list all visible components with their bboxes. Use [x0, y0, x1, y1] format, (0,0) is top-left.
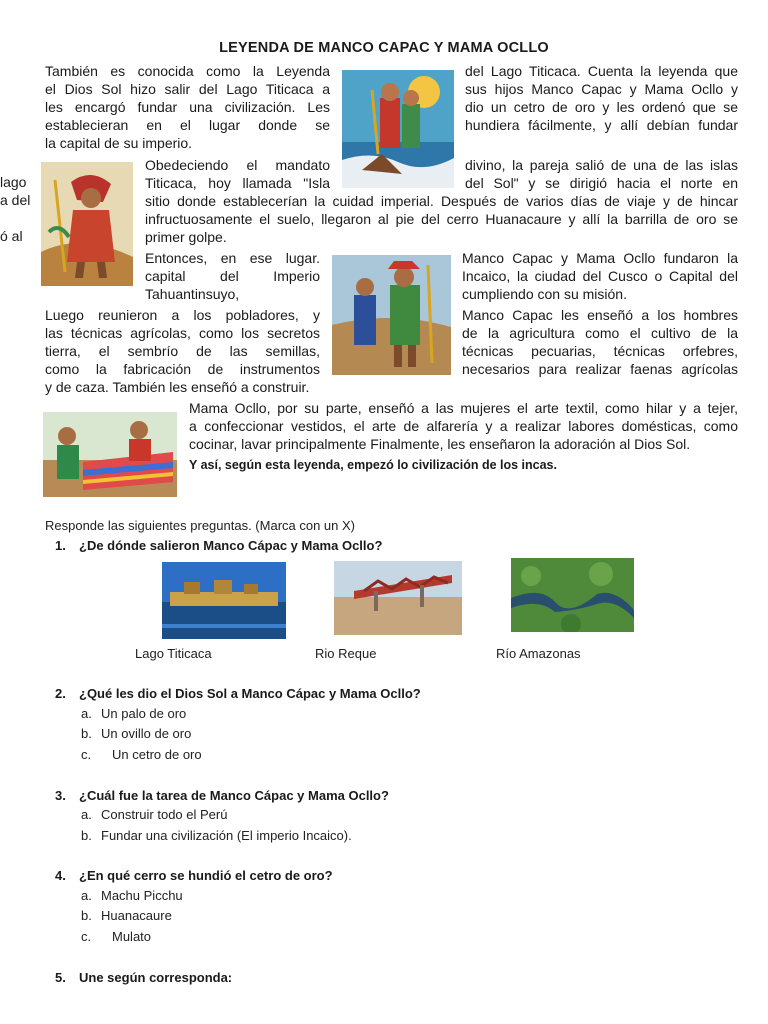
text-line: Manco Capac les enseñó a los hombres [462, 307, 738, 323]
question-number: 3. [55, 788, 66, 803]
text-line: Entonces, en ese lugar. [145, 250, 320, 266]
text-line: y de caza. También les enseñó a construir. [45, 379, 310, 395]
text-line: infructuosamente el suelo, llegaron al pie del cerro Huanacaure y allí la barrilla de oro se [145, 211, 738, 227]
text-line: les encargó fundar una civilización. Les [45, 99, 330, 115]
text-line: hundiera fácilmente, y allí debían fundar [465, 117, 738, 133]
photo-rio-amazonas[interactable] [511, 558, 634, 632]
text-line: establecieran en el lugar donde se [45, 117, 330, 133]
question-number: 1. [55, 538, 66, 553]
question-4 [55, 868, 333, 883]
text-line: primer golpe. [145, 229, 227, 245]
option-text: Machu Picchu [101, 888, 183, 903]
illustration-weaving-women [43, 412, 177, 497]
text-line: las técnicas agrícolas, como los secretos [45, 325, 320, 341]
closing-statement: Y así, según esta leyenda, empezó lo civilización de los incas. [189, 458, 557, 472]
option-text: Un ovillo de oro [101, 726, 192, 741]
question-text: Une según corresponda: [79, 970, 233, 985]
caption-lago-titicaca: Lago Titicaca [135, 646, 212, 661]
question-5 [55, 970, 232, 985]
question-text: ¿Qué les dio el Dios Sol a Manco Cápac y Mama Ocllo? [79, 686, 421, 701]
caption-rio-amazonas: Río Amazonas [496, 646, 581, 661]
option-3a[interactable] [81, 807, 227, 822]
illustration-sun-god [342, 70, 454, 188]
option-text: Un palo de oro [101, 706, 187, 721]
text-line: Obedeciendo el mandato [145, 157, 330, 173]
document-title: LEYENDA DE MANCO CAPAC Y MAMA OCLLO [219, 40, 549, 56]
option-letter: b. [81, 908, 92, 923]
text-line: tierra, el sembrío de las semillas, [45, 343, 320, 359]
photo-rio-reque[interactable] [334, 561, 462, 635]
caption-rio-reque: Rio Reque [315, 646, 377, 661]
text-line: como la fabricación de instrumentos [45, 361, 320, 377]
question-number: 5. [55, 970, 66, 985]
option-text: Fundar una civilización (El imperio Incaico). [101, 828, 352, 843]
text-line: a confeccionar vestidos, el arte de alfarería y a realizar labores domésticas, como [189, 418, 738, 434]
illustration-manco-capac-mama-ocllo [332, 255, 451, 375]
text-line: técnicas pecuarias, técnicas orfebres, [462, 343, 738, 359]
text-line: divino, la pareja salió de una de las islas [465, 157, 738, 173]
paragraph-mandate-mid [145, 156, 330, 192]
edge-fragment: ó al [0, 228, 23, 244]
text-line: Manco Capac y Mama Ocllo fundaron la [462, 250, 738, 266]
question-1 [55, 538, 382, 553]
paragraph-teachings-right [462, 306, 738, 378]
text-line: dio un cetro de oro y les ordenó que se [465, 99, 738, 115]
instructions: Responde las siguientes preguntas. (Marca con un X) [45, 518, 356, 533]
text-line: También es conocida como la Leyenda [45, 63, 330, 79]
option-text: Mulato [112, 929, 152, 944]
text-line: necesarios para realizar faenas agrícolas [462, 361, 738, 377]
option-4b[interactable] [81, 908, 172, 923]
text-line: cocinar, lavar principalmente Finalmente, les enseñaron la adoración al Dios Sol. [189, 436, 691, 452]
text-line: capital del Imperio [145, 268, 320, 284]
question-text: ¿En qué cerro se hundió el cetro de oro? [79, 868, 333, 883]
option-letter: a. [81, 706, 92, 721]
text-line: el Dios Sol hizo salir del Lago Titicaca a [45, 81, 330, 97]
option-letter: c. [81, 747, 92, 762]
text-line: del Lago Titicaca. Cuenta la leyenda que [465, 63, 738, 79]
photo-lago-titicaca[interactable] [162, 562, 286, 639]
text-line: Tahuantinsuyo, [145, 286, 240, 302]
option-letter: a. [81, 888, 92, 903]
paragraph-intro-right [465, 62, 738, 134]
text-line: del Sol" y se dirigió hacia el norte en [465, 175, 738, 191]
option-letter: b. [81, 828, 92, 843]
text-line: Incaico, la ciudad del Cusco o Capital del [462, 268, 738, 284]
option-text: Un cetro de oro [112, 747, 202, 762]
option-text: Huanacaure [101, 908, 172, 923]
question-2 [55, 686, 421, 701]
option-4c[interactable] [81, 929, 151, 944]
question-number: 2. [55, 686, 66, 701]
option-4a[interactable] [81, 888, 183, 903]
text-line: sitio donde establecerían la cuidad imperial. Después de varios días de viaje y de hincar [145, 193, 738, 209]
text-line: Titicaca, hoy llamada "Isla [145, 175, 330, 191]
text-line: de la agricultura como el cultivo de la [462, 325, 738, 341]
paragraph-teachings-left [45, 306, 320, 396]
paragraph-mama-ocllo [189, 399, 738, 453]
text-line: Mama Ocllo, por su parte, enseñó a las mujeres el arte textil, como hilar y a tejer, [189, 400, 738, 416]
option-letter: c. [81, 929, 92, 944]
paragraph-intro-left [45, 62, 330, 152]
option-2a[interactable] [81, 706, 186, 721]
question-text: ¿Cuál fue la tarea de Manco Cápac y Mama Ocllo? [79, 788, 389, 803]
option-letter: b. [81, 726, 92, 741]
option-2b[interactable] [81, 726, 191, 741]
paragraph-mandate-right [465, 156, 738, 192]
option-2c[interactable] [81, 747, 202, 762]
edge-fragment: a del [0, 192, 31, 208]
text-line: cumpliendo con su misión. [462, 286, 627, 302]
text-line: sus hijos Manco Capac y Mama Ocllo y [465, 81, 738, 97]
option-letter: a. [81, 807, 92, 822]
question-text: ¿De dónde salieron Manco Cápac y Mama Ocllo? [79, 538, 383, 553]
text-line: la capital de su imperio. [45, 135, 193, 151]
question-3 [55, 788, 389, 803]
option-3b[interactable] [81, 828, 352, 843]
illustration-manco-capac-staff [41, 162, 133, 286]
question-number: 4. [55, 868, 66, 883]
text-line: Luego reunieron a los pobladores, y [45, 307, 320, 323]
edge-fragment: lago [0, 174, 27, 190]
option-text: Construir todo el Perú [101, 807, 228, 822]
paragraph-foundation-left [145, 249, 320, 303]
paragraph-foundation-right [462, 249, 738, 303]
paragraph-mandate-full [145, 192, 738, 246]
